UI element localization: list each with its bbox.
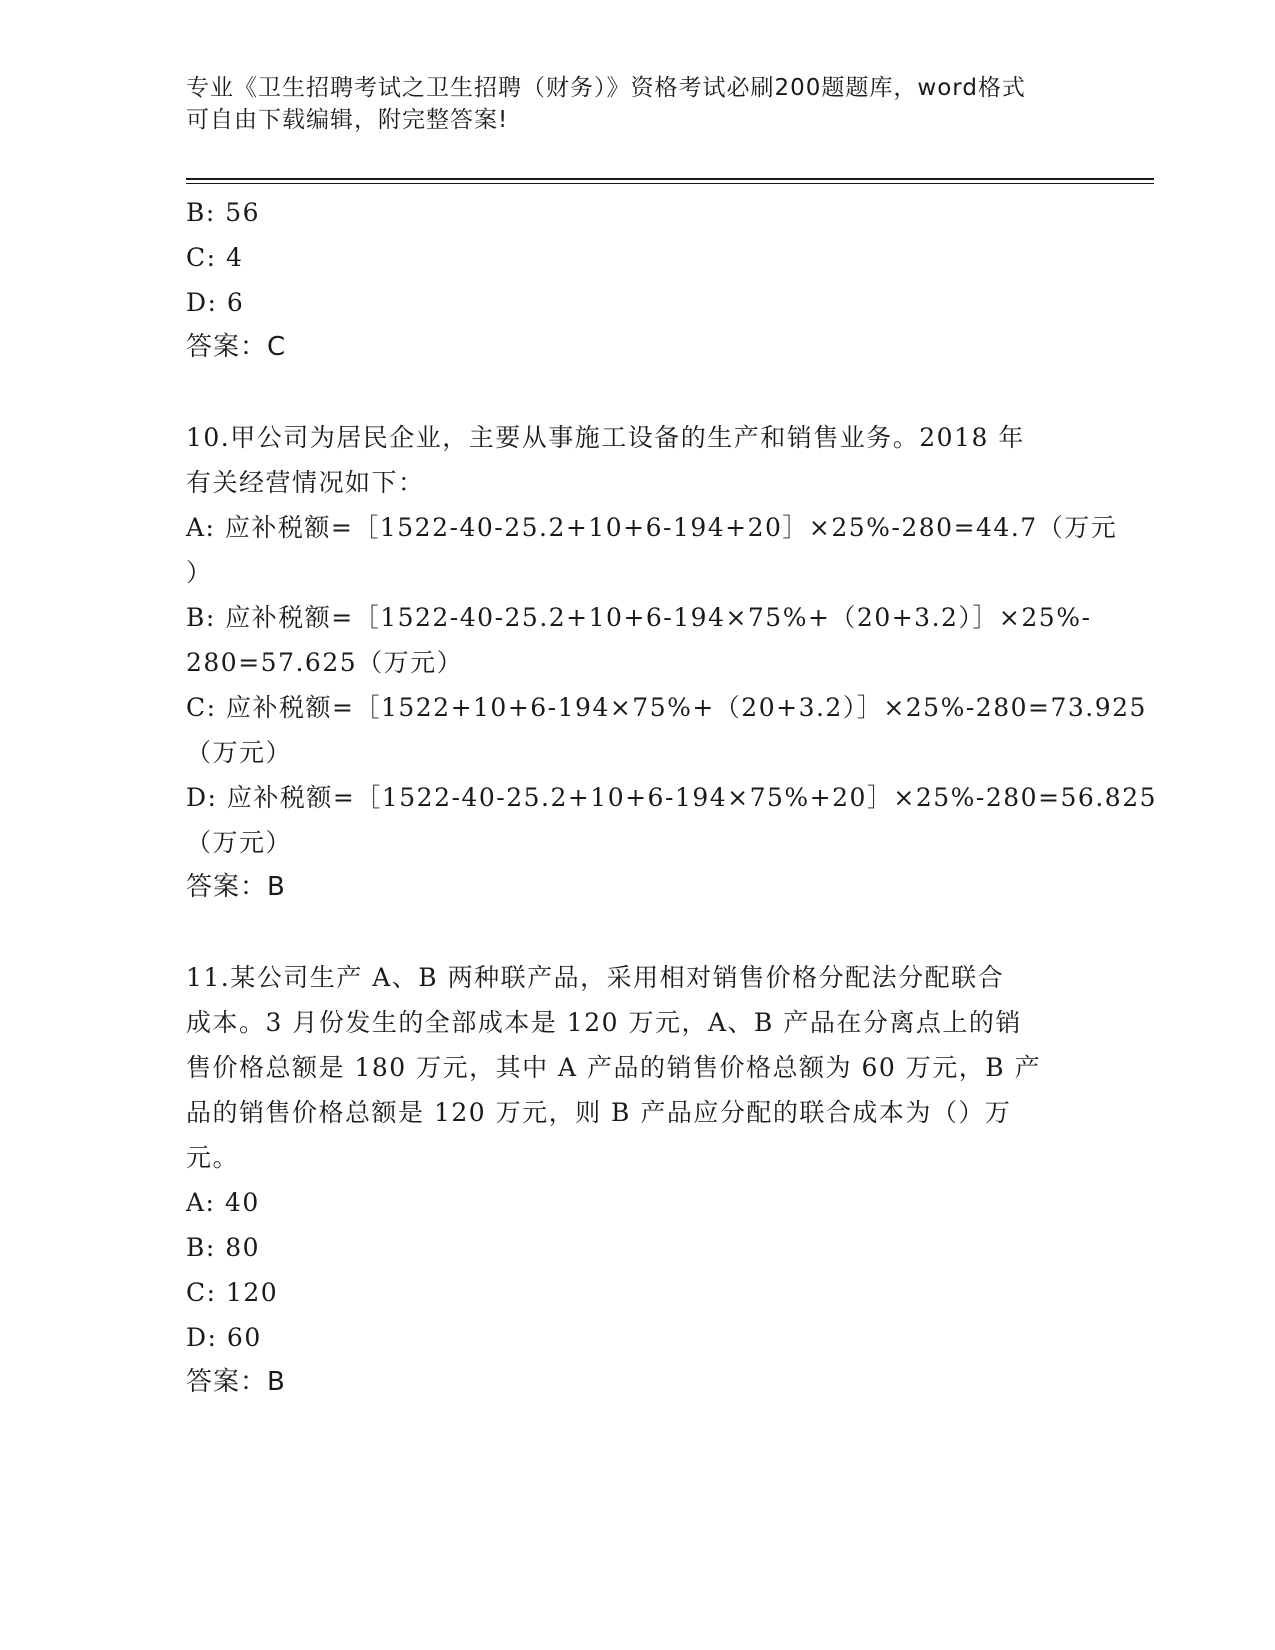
option-a: A: 应补税额=［1522-40-25.2+10+6-194+20］×25%-280=44.7（万元: [186, 513, 1118, 542]
option-b: B: 80: [186, 1233, 261, 1262]
option-d-continued: （万元）: [186, 828, 293, 857]
option-d: D: 应补税额=［1522-40-25.2+10+6-194×75%+20］×25%-280=56.825: [186, 783, 1158, 812]
option-a-continued: ）: [186, 558, 213, 587]
header-line-2: 可自由下载编辑，附完整答案!: [186, 107, 509, 133]
document-body: [186, 190, 1158, 1405]
question-9-tail: [186, 190, 1086, 370]
question-stem-line: 成本。3 月份发生的全部成本是 120 万元，A、B 产品在分离点上的销: [186, 1008, 1022, 1037]
option-b: B: 应补税额=［1522-40-25.2+10+6-194×75%+（20+3.2）］×25%-: [186, 603, 1092, 632]
option-d: D: 60: [186, 1323, 262, 1352]
question-stem-line: 品的销售价格总额是 120 万元，则 B 产品应分配的联合成本为（）万: [186, 1098, 1012, 1127]
question-10: [186, 415, 1158, 910]
option-a: A: 40: [186, 1188, 260, 1217]
option-d: D: 6: [186, 288, 245, 317]
document-header: [186, 72, 1086, 136]
question-stem-line: 10.甲公司为居民企业，主要从事施工设备的生产和销售业务。2018 年: [186, 423, 1025, 452]
answer: 答案：B: [186, 872, 286, 902]
option-b-continued: 280=57.625（万元）: [186, 648, 464, 677]
option-c: C: 应补税额=［1522+10+6-194×75%+（20+3.2）］×25%-280=73.925: [186, 693, 1147, 722]
option-c: C: 120: [186, 1278, 279, 1307]
question-stem-line: 元。: [186, 1143, 240, 1172]
option-b: B: 56: [186, 198, 261, 227]
question-stem-line: 有关经营情况如下：: [186, 468, 425, 497]
question-stem-line: 售价格总额是 180 万元，其中 A 产品的销售价格总额为 60 万元，B 产: [186, 1053, 1042, 1082]
answer: 答案：C: [186, 332, 287, 362]
question-11: [186, 955, 1086, 1405]
option-c: C: 4: [186, 243, 244, 272]
answer: 答案：B: [186, 1367, 286, 1397]
option-c-continued: （万元）: [186, 738, 293, 767]
header-double-rule: [186, 178, 1154, 184]
question-stem-line: 11.某公司生产 A、B 两种联产品，采用相对销售价格分配法分配联合: [186, 963, 1005, 992]
header-line-1: 专业《卫生招聘考试之卫生招聘（财务）》资格考试必刷200题题库，word格式: [186, 75, 1026, 101]
